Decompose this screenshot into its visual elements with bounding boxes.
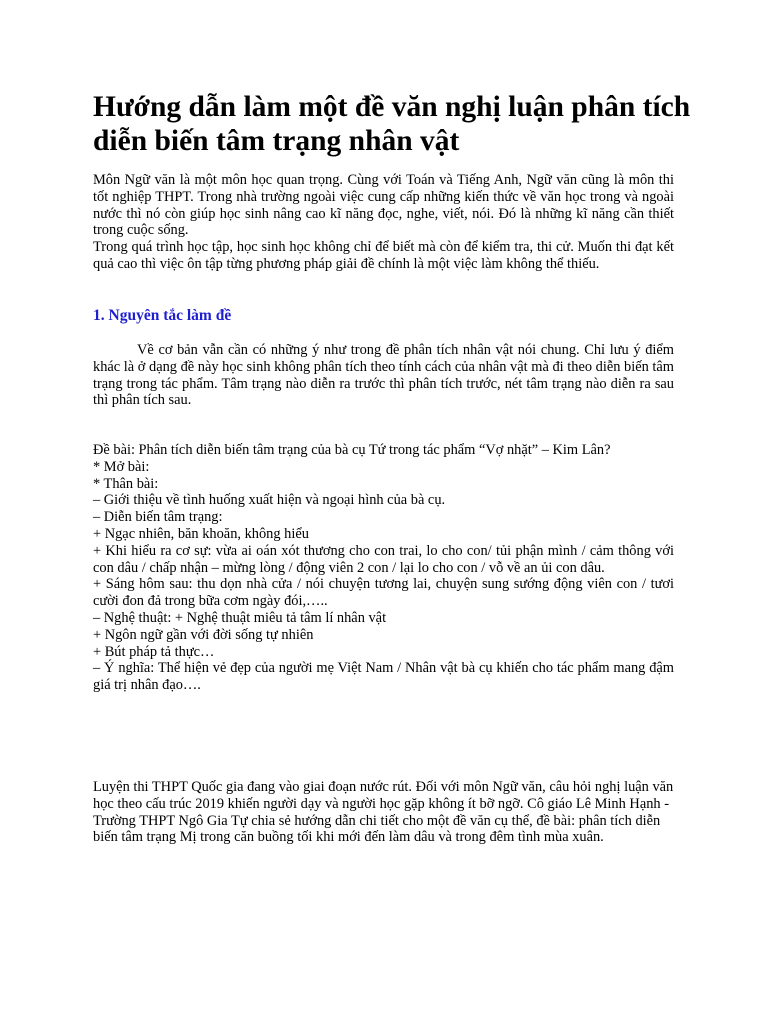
outline-line: – Diễn biến tâm trạng: — [93, 509, 223, 526]
outline-line: – Ý nghĩa: Thể hiện vẻ đẹp của người mẹ Việt Nam / Nhân vật bà cụ khiến cho tác phẩm mang đậm giá trị nhân đạo…. — [93, 660, 674, 694]
outline-line: Đề bài: Phân tích diễn biến tâm trạng của bà cụ Tứ trong tác phẩm “Vợ nhặt” – Kim Lân? — [93, 442, 611, 458]
closing-paragraph: Luyện thi THPT Quốc gia đang vào giai đoạn nước rút. Đối với môn Ngữ văn, câu hỏi nghị luận văn học theo cấu trúc 2019 khiến người dạy và người học gặp không ít bỡ ngỡ. Cô giáo Lê Minh Hạnh - Trường THPT Ngô Gia Tự chia sẻ hướng dẫn chi tiết cho một đề văn cụ thể, đề bài: phân tích diễn biến tâm trạng Mị trong căn buồng tối khi mới đến làm dâu và trong đêm tình mùa xuân. — [93, 779, 674, 846]
page-title: Hướng dẫn làm một đề văn nghị luận phân tích diễn biến tâm trạng nhân vật — [93, 91, 691, 157]
outline-line: – Giới thiệu về tình huống xuất hiện và ngoại hình của bà cụ. — [93, 492, 446, 509]
intro-paragraph-2: Trong quá trình học tập, học sinh học không chỉ để biết mà còn để kiểm tra, thi cử. Muốn thi đạt kết quả cao thì việc ôn tập từng phương pháp giải đề chính là một việc làm không thể thiếu. — [93, 239, 674, 272]
outline-line: * Mở bài: — [93, 458, 150, 475]
intro-paragraph-1: Môn Ngữ văn là một môn học quan trọng. Cùng với Toán và Tiếng Anh, Ngữ văn cũng là môn thi tốt nghiệp THPT. Trong nhà trường ngoài việc cung cấp những kiến thức về văn học trong và ngoài nước thì nó còn giúp học sinh nâng cao kĩ năng đọc, nghe, viết, nói. Đó là những kĩ năng cần thiết trong cuộc sống. — [93, 172, 674, 239]
outline-line: + Sáng hôm sau: thu dọn nhà cửa / nói chuyện tương lai, chuyện sung sướng động viên con / tươi cười đon đả trong bữa cơm ngày đói,….. — [93, 576, 674, 610]
outline-line: * Thân bài: — [93, 475, 159, 492]
outline-line: + Bút pháp tả thực… — [93, 643, 215, 660]
outline-line: + Khi hiểu ra cơ sự: vừa ai oán xót thương cho con trai, lo cho con/ tủi phận mình / cảm thông với con dâu / chấp nhận – mừng lòng / động viên 2 con / lại lo cho con / vỗ về an ủi con dâu. — [93, 542, 674, 576]
outline-block — [93, 442, 674, 694]
section-heading: 1. Nguyên tắc làm đề — [93, 307, 232, 324]
outline-line: – Nghệ thuật: + Nghệ thuật miêu tả tâm lí nhân vật — [93, 609, 387, 626]
principle-paragraph: Về cơ bản vẫn cần có những ý như trong đề phân tích nhân vật nói chung. Chỉ lưu ý điểm khác là ở dạng đề này học sinh không phân tích theo tính cách của nhân vật mà đi theo diễn biến tâm trạng trong tác phẩm. Tâm trạng nào diễn ra trước thì phân tích trước, nét tâm trạng nào diễn ra sau thì phân tích sau. — [93, 342, 674, 409]
outline-line: + Ngôn ngữ gần với đời sống tự nhiên — [93, 626, 314, 643]
outline-line: + Ngạc nhiên, băn khoăn, không hiểu — [93, 525, 309, 542]
